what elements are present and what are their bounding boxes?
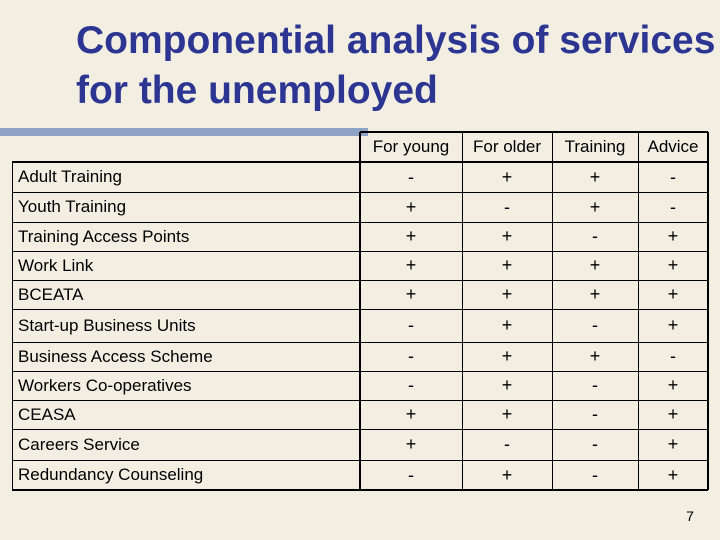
table-cell: +	[667, 404, 679, 424]
table-cell: +	[589, 346, 601, 366]
table-horizontal-rule	[12, 251, 708, 252]
table-cell: -	[408, 375, 414, 395]
table-horizontal-rule	[360, 131, 708, 133]
row-label: Start-up Business Units	[18, 315, 196, 335]
row-label: CEASA	[18, 404, 76, 424]
table-cell: -	[504, 196, 510, 217]
table-cell: +	[667, 434, 679, 454]
table-cell: +	[501, 375, 513, 395]
table-cell: +	[405, 196, 417, 217]
column-header: Advice	[647, 137, 699, 156]
row-label: Redundancy Counseling	[18, 465, 204, 484]
table-cell: +	[589, 166, 601, 187]
table-vertical-rule	[359, 132, 361, 490]
row-label: Careers Service	[18, 434, 140, 454]
table-cell: +	[501, 226, 513, 246]
table-cell: -	[670, 166, 676, 187]
table-cell: +	[501, 255, 513, 275]
table-cell: +	[501, 284, 513, 304]
table-vertical-rule	[638, 132, 639, 490]
slide-title: Componential analysis of services for the unemployed	[76, 19, 716, 112]
table-cell: -	[592, 434, 598, 454]
table-cell: -	[670, 346, 676, 366]
table-cell: -	[592, 375, 598, 395]
table-cell: -	[408, 464, 414, 485]
row-label: Youth Training	[18, 197, 127, 216]
table-horizontal-rule	[12, 280, 708, 281]
table-cell: -	[592, 226, 598, 246]
table-cell: -	[504, 434, 510, 454]
row-label: Workers Co-operatives	[18, 375, 192, 395]
table-cell: +	[667, 375, 679, 395]
table-horizontal-rule	[12, 342, 708, 343]
table-vertical-rule	[552, 132, 553, 490]
table-cell: +	[667, 284, 679, 304]
table-cell: +	[667, 255, 679, 275]
column-header: For older	[472, 137, 542, 156]
table-cell: +	[501, 315, 513, 335]
table-cell: -	[592, 315, 598, 335]
table-horizontal-rule	[12, 489, 708, 491]
page-number: 7	[686, 508, 694, 524]
table-horizontal-rule	[12, 222, 708, 223]
table-horizontal-rule	[12, 161, 708, 163]
table-cell: +	[589, 255, 601, 275]
table-cell: -	[592, 404, 598, 424]
row-label: Business Access Scheme	[18, 346, 213, 366]
row-label: BCEATA	[18, 284, 84, 304]
table-cell: +	[405, 434, 417, 454]
table-cell: -	[670, 196, 676, 217]
table-horizontal-rule	[12, 371, 708, 372]
table-cell: +	[501, 404, 513, 424]
table-cell: +	[405, 284, 417, 304]
table-cell: +	[405, 255, 417, 275]
table-cell: +	[405, 404, 417, 424]
table-horizontal-rule	[12, 192, 708, 193]
table-cell: -	[408, 166, 414, 187]
row-label: Training Access Points	[18, 226, 190, 246]
table-vertical-rule	[12, 162, 13, 490]
table-cell: -	[408, 346, 414, 366]
table-horizontal-rule	[12, 400, 708, 401]
table-cell: +	[501, 346, 513, 366]
table-horizontal-rule	[12, 460, 708, 461]
table-cell: +	[589, 196, 601, 217]
table-cell: +	[501, 464, 513, 485]
table-vertical-rule	[707, 132, 709, 490]
row-label: Work Link	[18, 255, 94, 275]
table-cell: +	[667, 226, 679, 246]
table-cell: -	[592, 464, 598, 485]
table-cell: +	[589, 284, 601, 304]
table-cell: -	[408, 315, 414, 335]
table-cell: +	[667, 464, 679, 485]
table-vertical-rule	[462, 132, 463, 490]
table-horizontal-rule	[12, 429, 708, 430]
column-header: Training	[564, 137, 626, 156]
table-cell: +	[667, 315, 679, 335]
table-cell: +	[405, 226, 417, 246]
table-cell: +	[501, 166, 513, 187]
table-horizontal-rule	[12, 309, 708, 310]
row-label: Adult Training	[18, 167, 122, 186]
column-header: For young	[372, 137, 450, 156]
